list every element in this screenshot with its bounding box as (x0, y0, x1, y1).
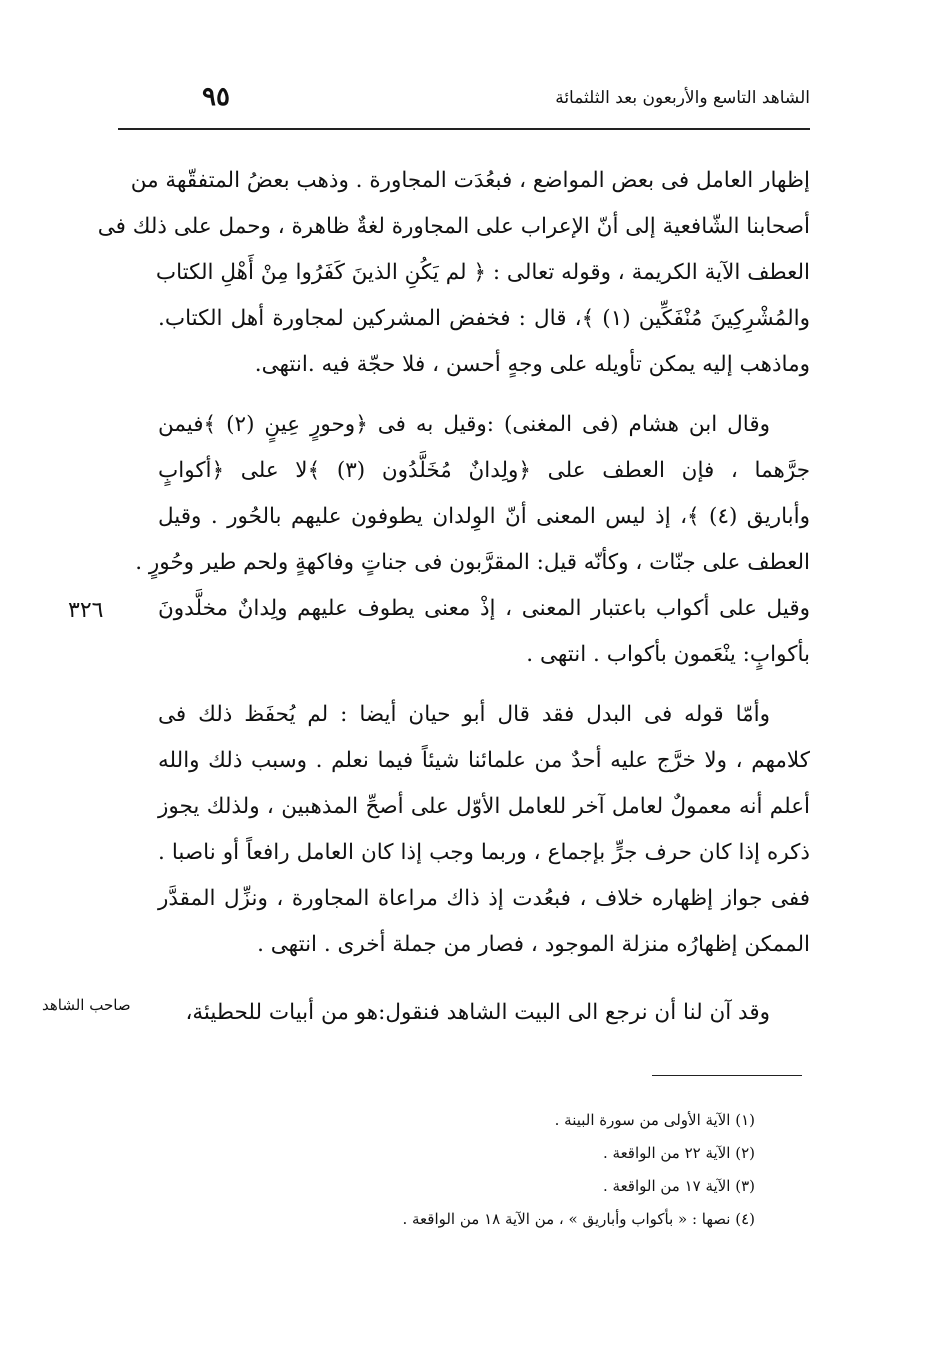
footnote: (٤) نصها : « بأكواب وأباريق » ، من الآية ١٨ من الواقعة . (402, 1210, 755, 1228)
main-text (97, 158, 810, 982)
footnote: (١) الآية الأولى من سورة البينة . (554, 1111, 755, 1129)
text-line: الممكن إظهارُه منزلة الموجود ، فصار من جملة أخرى . انتهى . (257, 932, 810, 957)
page-header (120, 78, 810, 128)
paragraph-3 (158, 692, 810, 968)
text-line: العطف على جنّات ، وكأنّه قيل: المقرَّبون فى جناتٍ وفاكهةٍ ولحم طير وحُورٍ . (135, 550, 810, 575)
header-divider (118, 128, 810, 130)
text-line: وأباريق (٤) ﴾، إذ ليس المعنى أنّ الوِلدان يطوفون عليهم بالحُور . وقيل (158, 504, 810, 529)
margin-note-sahib: صاحب الشاهد (42, 996, 131, 1014)
text-line: العطف الآية الكريمة ، وقوله تعالى : ﴿ لم يَكُنِ الذينَ كَفَرُوا مِنْ أَهْلِ الكتاب (155, 260, 810, 285)
footnotes (402, 1104, 755, 1236)
margin-reference-number: ٣٢٦ (68, 598, 104, 623)
text-line: وقيل على أكواب باعتبار المعنى ، إذْ معنى يطوف عليهم ولِدانٌ مخلَّدونَ (158, 596, 810, 621)
text-line: إظهار العامل فى بعض المواضع ، فبعُدَت المجاورة . وذهب بعضُ المتفقّهة من (130, 168, 810, 193)
text-line: وماذهب إليه يمكن تأويله على وجهٍ أحسن ، فلا حجّة فيه .انتهى. (254, 352, 810, 377)
closing-line: وقد آن لنا أن نرجع الى البيت الشاهد فنقول:هو من أبيات للحطيئة، (185, 1000, 770, 1025)
paragraph-2 (135, 402, 810, 678)
text-line: جرَّهما ، فإن العطف على ﴿ولِدانٌ مُخَلَّدُون (٣) ﴾لا على ﴿أكوابٍ (158, 458, 810, 483)
text-line: والمُشْرِكِينَ مُنْفَكِّين (١) ﴾، قال : فخفض المشركين لمجاورة أهل الكتاب. (158, 306, 810, 331)
text-line: كلامهم ، ولا خرَّج عليه أحدٌ من علمائنا شيئاً فيما نعلم . وسبب ذلك والله (158, 748, 810, 773)
text-line: وأمّا قوله فى البدل فقد قال أبو حيان أيضا : لم يُحفَظ ذلك فى (158, 702, 770, 727)
footnote-divider (652, 1075, 802, 1076)
running-title: الشاهد التاسع والأربعون بعد الثلثمائة (555, 88, 810, 108)
footnote: (٣) الآية ١٧ من الواقعة . (602, 1177, 755, 1195)
text-line: وقال ابن هشام (فى المغنى) :وقيل به فى ﴿وحورٍ عِينٍ (٢) ﴾فيمن (158, 412, 770, 437)
text-line: أعلم أنه معمولٌ لعامل آخر للعامل الأوّل على أصحِّ المذهبين ، ولذلك يجوز (158, 794, 810, 819)
text-line: ففى جواز إظهاره خلاف ، فبعُدت إذ ذاك مراعاة المجاورة ، ونزِّل المقدَّر (158, 886, 810, 911)
text-line: ذكره إذا كان حرف جرٍّ بإجماع ، وربما وجب إذا كان العامل رافعاً أو ناصبا . (158, 840, 810, 865)
paragraph-1 (97, 158, 810, 388)
text-line: أصحابنا الشّافعية إلى أنّ الإعراب على المجاورة لغةٌ ظاهرة ، وحمل على ذلك فى (97, 214, 810, 239)
footnote: (٢) الآية ٢٢ من الواقعة . (602, 1144, 755, 1162)
text-line: بأكوابٍ: ينْعَمون بأكواب . انتهى . (526, 642, 810, 667)
page-number: ٩٥ (202, 82, 230, 112)
